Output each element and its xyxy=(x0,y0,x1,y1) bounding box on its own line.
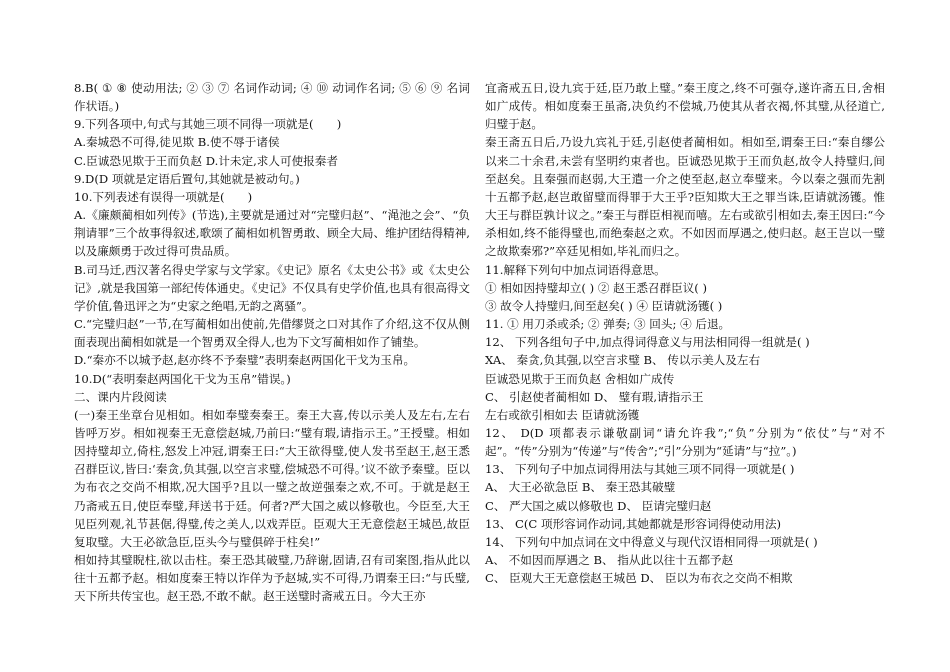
passage-paragraph-2-cont: 宜斋戒五日,设九宾于廷,臣乃敢上璧。”秦王度之,终不可强夺,遂许斋五日,舍相如广成传。相如度秦王虽斋,决负约不偿城,乃使其从者衣褐,怀其璧,从径道亡,归璧于赵。 xyxy=(485,81,885,132)
section-heading: 二、课内片段阅读 xyxy=(74,389,167,404)
question-13-options-cd: C、 严大国之威以修敬也 D、 臣请完璧归赵 xyxy=(485,498,712,513)
answer-9: 9.D(D 项就是定语后置句,其她就是被动句。) xyxy=(74,171,300,186)
question-9-options-cd: C.臣诚恐见欺于王而负赵 D.计未定,求人可使报秦者 xyxy=(74,153,338,168)
question-9-options-ab: A.秦城恐不可得,徒见欺 B.使不辱于诸侯 xyxy=(74,135,280,150)
question-11: 11.解释下列句中加点词语得意思。 xyxy=(485,262,666,277)
left-column xyxy=(74,79,470,606)
question-12-options-ab: XA、 秦贪,负其强,以空言求璧 B、 传以示美人及左右 xyxy=(485,353,761,368)
question-12-options-cd: C、 引赵使者蔺相如 D、 璧有瑕,请指示王 xyxy=(485,389,704,404)
question-11-items-12: ① 相如因持璧却立( ) ② 赵王悉召群臣议( ) xyxy=(485,280,708,295)
question-12-options-ab-2: 臣诚恐见欺于王而负赵 舍相如广成传 xyxy=(485,371,675,386)
question-10-option-b: B.司马迁,西汉著名得史学家与文学家。《史记》原名《太史公书》或《太史公记》,就是我国第一部纪传体通史。《史记》不仅具有史学价值,也具有很高得文学价值,鲁迅评之为“史家之绝唱,无韵之离骚”。 xyxy=(74,262,470,313)
question-11-items-34: ③ 故令人持璧归,间至赵矣( ) ④ 臣请就汤镬( ) xyxy=(485,298,723,313)
question-9: 9.下列各项中,句式与其她三项不同得一项就是( ) xyxy=(74,117,342,132)
answer-11: 11. ① 用刀杀或杀; ② 弹奏; ③ 回头; ④ 后退。 xyxy=(485,317,731,332)
passage-paragraph-2: 相如持其璧睨柱,欲以击柱。秦王恐其破璧,乃辞谢,固请,召有司案图,指从此以往十五都予赵。相如度秦王特以诈佯为予赵城,实不可得,乃谓秦王曰:“与氏璧,天下所共传宝也。赵王恐,不敢不献。赵王送璧时斋戒五日。今大王亦 xyxy=(74,553,470,604)
question-13-options-ab: A、 大王必欲急臣 B、 秦王恐其破璧 xyxy=(485,480,676,495)
passage-paragraph-1: (一)秦王坐章台见相如。相如奉璧奏秦王。秦王大喜,传以示美人及左右,左右皆呼万岁。相如视秦王无意偿赵城,乃前曰:“璧有瑕,请指示王。”王授璧。相如因持璧却立,倚柱,怒发上冲冠,谓秦王曰:“大王欲得璧,使人发书至赵王,赵王悉召群臣议,皆曰:‘秦贪,负其强,以空言求璧,偿城恐不可得。’议不欲予秦璧。臣以为布衣之交尚不相欺,况大国乎?且以一璧之故逆强秦之欢,不可。于就是赵王乃斋戒五日,使臣奉璧,拜送书于廷。何者?严大国之威以修敬也。今臣至,大王见臣列观,礼节甚倨,得璧,传之美人,以戏弄臣。臣观大王无意偿赵王城邑,故臣复取璧。大王必欲急臣,臣头今与璧俱碎于柱矣!” xyxy=(74,407,470,549)
passage-paragraph-3: 秦王斋五日后,乃设九宾礼于廷,引赵使者蔺相如。相如至,谓秦王曰:“秦自缪公以来二十余君,未尝有坚明约束者也。臣诚恐见欺于王而负赵,故令人持璧归,间至赵矣。且秦强而赵弱,大王遣一介之使至赵,赵立奉璧来。今以秦之强而先割十五都予赵,赵岂敢留璧而得罪于大王乎?臣知欺大王之罪当诛,臣请就汤镬。惟大王与群臣孰计议之。”秦王与群臣相视而嘻。左右或欲引相如去,秦王因曰:“今杀相如,终不能得璧也,而绝秦赵之欢。不如因而厚遇之,使归赵。赵王岂以一璧之故欺秦邪?”卒廷见相如,毕礼而归之。 xyxy=(485,135,885,259)
right-column xyxy=(485,79,885,587)
answer-13: 13、 C(C 项形容词作动词,其她都就是形容词得使动用法) xyxy=(485,516,782,531)
question-12: 12、 下列各组句子中,加点得词得意义与用法相同得一组就是( ) xyxy=(485,335,810,350)
question-14-options-ab: A、 不如因而厚遇之 B、 指从此以往十五都予赵 xyxy=(485,553,734,568)
question-10: 10.下列表述有误得一项就是( ) xyxy=(74,189,253,204)
question-12-options-cd-2: 左右或欲引相如去 臣请就汤镬 xyxy=(485,407,640,422)
question-10-option-d: D.“秦亦不以城予赵,赵亦终不予秦璧”表明秦赵两国化干戈为玉帛。 xyxy=(74,353,416,368)
question-14: 14、 下列句中加点词在文中得意义与现代汉语相同得一项就是( ) xyxy=(485,534,818,549)
question-10-option-c: C.“完璧归赵”一节,在写蔺相如出使前,先借缪贤之口对其作了介绍,这不仅从侧面表现出蔺相如就是一个智勇双全得人,也为下文写蔺相如作了铺垫。 xyxy=(74,317,470,350)
answer-8: 8.B( ① ⑧ 使动用法; ② ③ ⑦ 名词作动词; ④ ⑩ 动词作名词; ⑤ ⑥ ⑨ 名词作状语。) xyxy=(74,81,470,114)
question-14-options-cd: C、 臣观大王无意偿赵王城邑 D、 臣以为布衣之交尚不相欺 xyxy=(485,571,793,586)
question-10-option-a: A.《廉颇蔺相如列传》(节选),主要就是通过对“完璧归赵”、“渑池之会”、“负荆请罪”三个故事得叙述,歌颂了蔺相如机智勇敢、顾全大局、维护团结得精神,以及廉颇勇于改过得可贵品质。 xyxy=(74,208,470,259)
answer-10: 10.D(“表明秦赵两国化干戈为玉帛”错误。) xyxy=(74,371,291,386)
question-13: 13、 下列句子中加点词得用法与其她三项不同得一项就是( ) xyxy=(485,462,795,477)
answer-12: 12、 D(D 项都表示谦敬副词“请允许我”;“负”分别为“依仗”与“对不起”。“传”分别为“传递”与“传舍”;“引”分别为“延请”与“拉”。) xyxy=(485,425,885,459)
